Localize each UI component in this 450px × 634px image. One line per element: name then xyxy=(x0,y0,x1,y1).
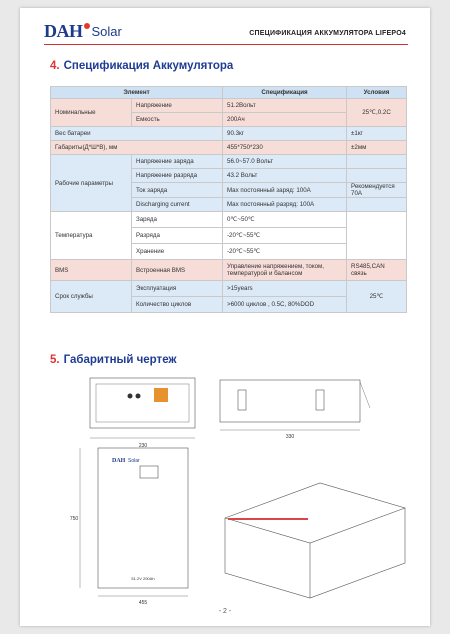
nameplate-label: 51.2V 200Ah xyxy=(131,576,155,581)
cell: Напряжение заряда xyxy=(132,155,223,169)
header-conditions: Условия xyxy=(347,87,407,99)
cell: RS485,CAN связь xyxy=(347,260,407,281)
nominal-group: Номинальные xyxy=(51,99,132,127)
side-view-outline xyxy=(220,380,360,422)
spec-table xyxy=(50,86,407,313)
cell: Max постоянный разряд: 100A xyxy=(223,198,347,212)
header-divider xyxy=(44,44,408,45)
iso-outline xyxy=(225,483,405,598)
cell: 43.2 Вольт xyxy=(223,169,347,183)
cell: >15years xyxy=(223,281,347,297)
cell: Разряда xyxy=(132,228,223,244)
cell: Емкость xyxy=(132,113,223,127)
logo-subtext: Solar xyxy=(91,23,122,39)
table-row xyxy=(51,127,407,141)
cell: 90.3кг xyxy=(223,127,347,141)
dimension-drawing xyxy=(20,368,430,608)
terminal-icon xyxy=(128,394,133,399)
cell: -20℃~55℃ xyxy=(223,244,347,260)
cell: Количество циклов xyxy=(132,297,223,313)
life-group: Срок службы xyxy=(51,281,132,313)
working-group: Рабочие параметры xyxy=(51,155,132,212)
cell xyxy=(347,155,407,169)
iso-red-trim xyxy=(228,518,308,520)
cell: Рекомендуется 70A xyxy=(347,183,407,198)
cell: BMS xyxy=(51,260,132,281)
cell: 25℃,0.2C xyxy=(347,99,407,127)
cell: 455*750*230 xyxy=(223,141,347,155)
cell: Discharging current xyxy=(132,198,223,212)
cell: Эксплуатация xyxy=(132,281,223,297)
header-title: СПЕЦИФИКАЦИЯ АККУМУЛЯТОРА LIFEPO4 xyxy=(249,30,406,37)
breaker-switch xyxy=(154,388,168,402)
section-5-heading xyxy=(50,354,177,366)
side-edge xyxy=(360,382,370,408)
cell xyxy=(347,169,407,183)
dim-top-label: 230 xyxy=(138,443,148,449)
cell: Max постоянный заряд: 100A xyxy=(223,183,347,198)
top-view-outline xyxy=(90,378,195,428)
cell: Встроенная BMS xyxy=(132,260,223,281)
cell: ±2мм xyxy=(347,141,407,155)
page-header xyxy=(20,8,430,48)
logo-text: DAH xyxy=(44,20,83,41)
cell: Хранение xyxy=(132,244,223,260)
dim-height-label: 750 xyxy=(69,516,79,522)
cell xyxy=(347,212,407,260)
cell xyxy=(347,198,407,212)
cell: 25℃ xyxy=(347,281,407,313)
cell: 56.0~57.0 Вольт xyxy=(223,155,347,169)
brand-logo xyxy=(44,20,122,42)
cell: 51.2Вольт xyxy=(223,99,347,113)
cell: Напряжение xyxy=(132,99,223,113)
drawing-logo-subtext: Solar xyxy=(128,458,140,464)
section-5-number: 5. xyxy=(50,354,60,366)
cell: Управление напряжением, током, температурой и балансом xyxy=(223,260,347,281)
terminal-icon xyxy=(136,394,141,399)
top-view-inner xyxy=(96,384,189,422)
front-display xyxy=(140,466,158,478)
table-row xyxy=(51,260,407,281)
section-5-title: Габаритный чертеж xyxy=(63,354,177,366)
table-row xyxy=(51,99,407,113)
dim-side-label: 330 xyxy=(285,434,295,440)
header-element: Элемент xyxy=(51,87,223,99)
document-page xyxy=(20,8,430,626)
table-row xyxy=(51,212,407,228)
iso-top-edge xyxy=(225,508,405,543)
table-header-row xyxy=(51,87,407,99)
side-handle-left xyxy=(238,390,246,410)
cell: Заряда xyxy=(132,212,223,228)
table-row xyxy=(51,155,407,169)
cell: 0℃~50℃ xyxy=(223,212,347,228)
cell: Напряжение разряда xyxy=(132,169,223,183)
header-spec: Спецификация xyxy=(223,87,347,99)
logo-spark-icon xyxy=(84,23,90,29)
cell: Вес батареи xyxy=(51,127,223,141)
section-4-heading xyxy=(50,60,233,72)
temp-group: Температура xyxy=(51,212,132,260)
side-handle-right xyxy=(316,390,324,410)
section-4-title: Спецификация Аккумулятора xyxy=(63,60,234,72)
page-number: - 2 - xyxy=(218,608,232,615)
cell: Ток заряда xyxy=(132,183,223,198)
cell: -20℃~55℃ xyxy=(223,228,347,244)
table-row xyxy=(51,141,407,155)
drawing-logo-text: DAH xyxy=(112,458,126,464)
cell: ±1кг xyxy=(347,127,407,141)
dim-width-label: 455 xyxy=(138,600,148,606)
cell: >6000 циклов , 0.5C, 80%DOD xyxy=(223,297,347,313)
section-4-number: 4. xyxy=(50,60,60,72)
table-row xyxy=(51,281,407,297)
cell: Габариты(Д*Ш*В), мм xyxy=(51,141,223,155)
front-view-outline xyxy=(98,448,188,588)
cell: 200Ач xyxy=(223,113,347,127)
